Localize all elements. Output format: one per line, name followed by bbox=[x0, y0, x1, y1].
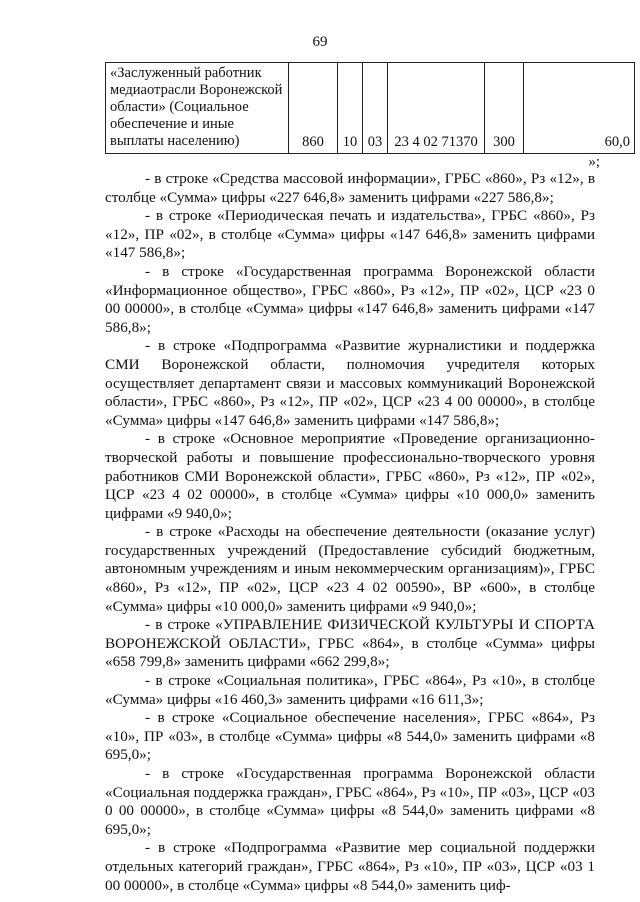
amendments-text bbox=[105, 170, 595, 895]
paragraph: - в строке «УПРАВЛЕНИЕ ФИЗИЧЕСКОЙ КУЛЬТУРЫ И СПОРТА ВОРОНЕЖСКОЙ ОБЛАСТИ», ГРБС «864», в столбце «Сумма» цифры «658 799,8» заменить цифрами «662 299,8»; bbox=[105, 616, 595, 671]
paragraph: - в строке «Периодическая печать и издательства», ГРБС «860», Рз «12», ПР «02», в столбце «Сумма» цифры «147 646,8» заменить цифрами «147 586,8»; bbox=[105, 207, 595, 262]
table-cell-grbs: 860 bbox=[289, 63, 338, 154]
paragraph: - в строке «Социальное обеспечение населения», ГРБС «864», Рз «10», ПР «03», в столбце «Сумма» цифры «8 544,0» заменить цифрами «8 695,0»; bbox=[105, 709, 595, 764]
table-row bbox=[106, 63, 635, 154]
table-cell-vr: 300 bbox=[485, 63, 524, 154]
paragraph: - в строке «Государственная программа Воронежской области «Информационное общество», ГРБС «860», Рз «12», ПР «02», ЦСР «23 0 00 00000», в столбце «Сумма» цифры «147 646,8» заменить цифрами «147 586,8»; bbox=[105, 262, 595, 336]
closing-quote: »; bbox=[588, 154, 600, 170]
paragraph: - в строке «Социальная политика», ГРБС «864», Рз «10», в столбце «Сумма» цифры «16 460,3» заменить цифрами «16 611,3»; bbox=[105, 672, 595, 708]
table-cell-sum: 60,0 bbox=[524, 63, 635, 154]
paragraph: - в строке «Расходы на обеспечение деятельности (оказание услуг) государственных учреждений (Предоставление субсидий бюджетным, автономным учреждениям и иным некоммерческим организациям)», ГРБС «860», Рз «12», ПР «02», ЦСР «23 4 02 00590», ВР «600», в столбце «Сумма» цифры «10 000,0» заменить цифрами «9 940,0»; bbox=[105, 523, 595, 615]
paragraph: - в строке «Подпрограмма «Развитие журналистики и поддержка СМИ Воронежской области, полномочия учредителя которых осуществляет департамент связи и массовых коммуникаций Воронежской области», ГРБС «860», Рз «12», ПР «02», ЦСР «23 4 00 00000», в столбце «Сумма» цифры «147 646,8» заменить цифрами «147 586,8»; bbox=[105, 337, 595, 429]
table-cell-name: «Заслуженный работник медиаотрасли Воронежской области» (Социальное обеспечение и иные выплаты населению) bbox=[106, 63, 289, 154]
budget-table bbox=[105, 62, 635, 154]
paragraph: - в строке «Подпрограмма «Развитие мер социальной поддержки отдельных категорий граждан», ГРБС «864», Рз «10», ПР «03», ЦСР «03 1 00 00000», в столбце «Сумма» цифры «8 544,0» заменить циф- bbox=[105, 839, 595, 894]
table-cell-rz: 10 bbox=[338, 63, 363, 154]
table-cell-pr: 03 bbox=[363, 63, 388, 154]
paragraph: - в строке «Основное мероприятие «Проведение организационно-творческой работы и повышение профессионально-творческого уровня работников СМИ Воронежской области», ГРБС «860», Рз «12», ПР «02», ЦСР «23 4 02 00000», в столбце «Сумма» цифры «10 000,0» заменить цифрами «9 940,0»; bbox=[105, 430, 595, 522]
page-number: 69 bbox=[312, 34, 328, 50]
paragraph: - в строке «Государственная программа Воронежской области «Социальная поддержка граждан», ГРБС «864», Рз «10», ПР «03», ЦСР «03 0 00 00000», в столбце «Сумма» цифры «8 544,0» заменить цифрами «8 695,0»; bbox=[105, 765, 595, 838]
table-cell-csr: 23 4 02 71370 bbox=[388, 63, 485, 154]
paragraph: - в строке «Средства массовой информации», ГРБС «860», Рз «12», в столбце «Сумма» цифры «227 646,8» заменить цифрами «227 586,8»; bbox=[105, 170, 595, 206]
